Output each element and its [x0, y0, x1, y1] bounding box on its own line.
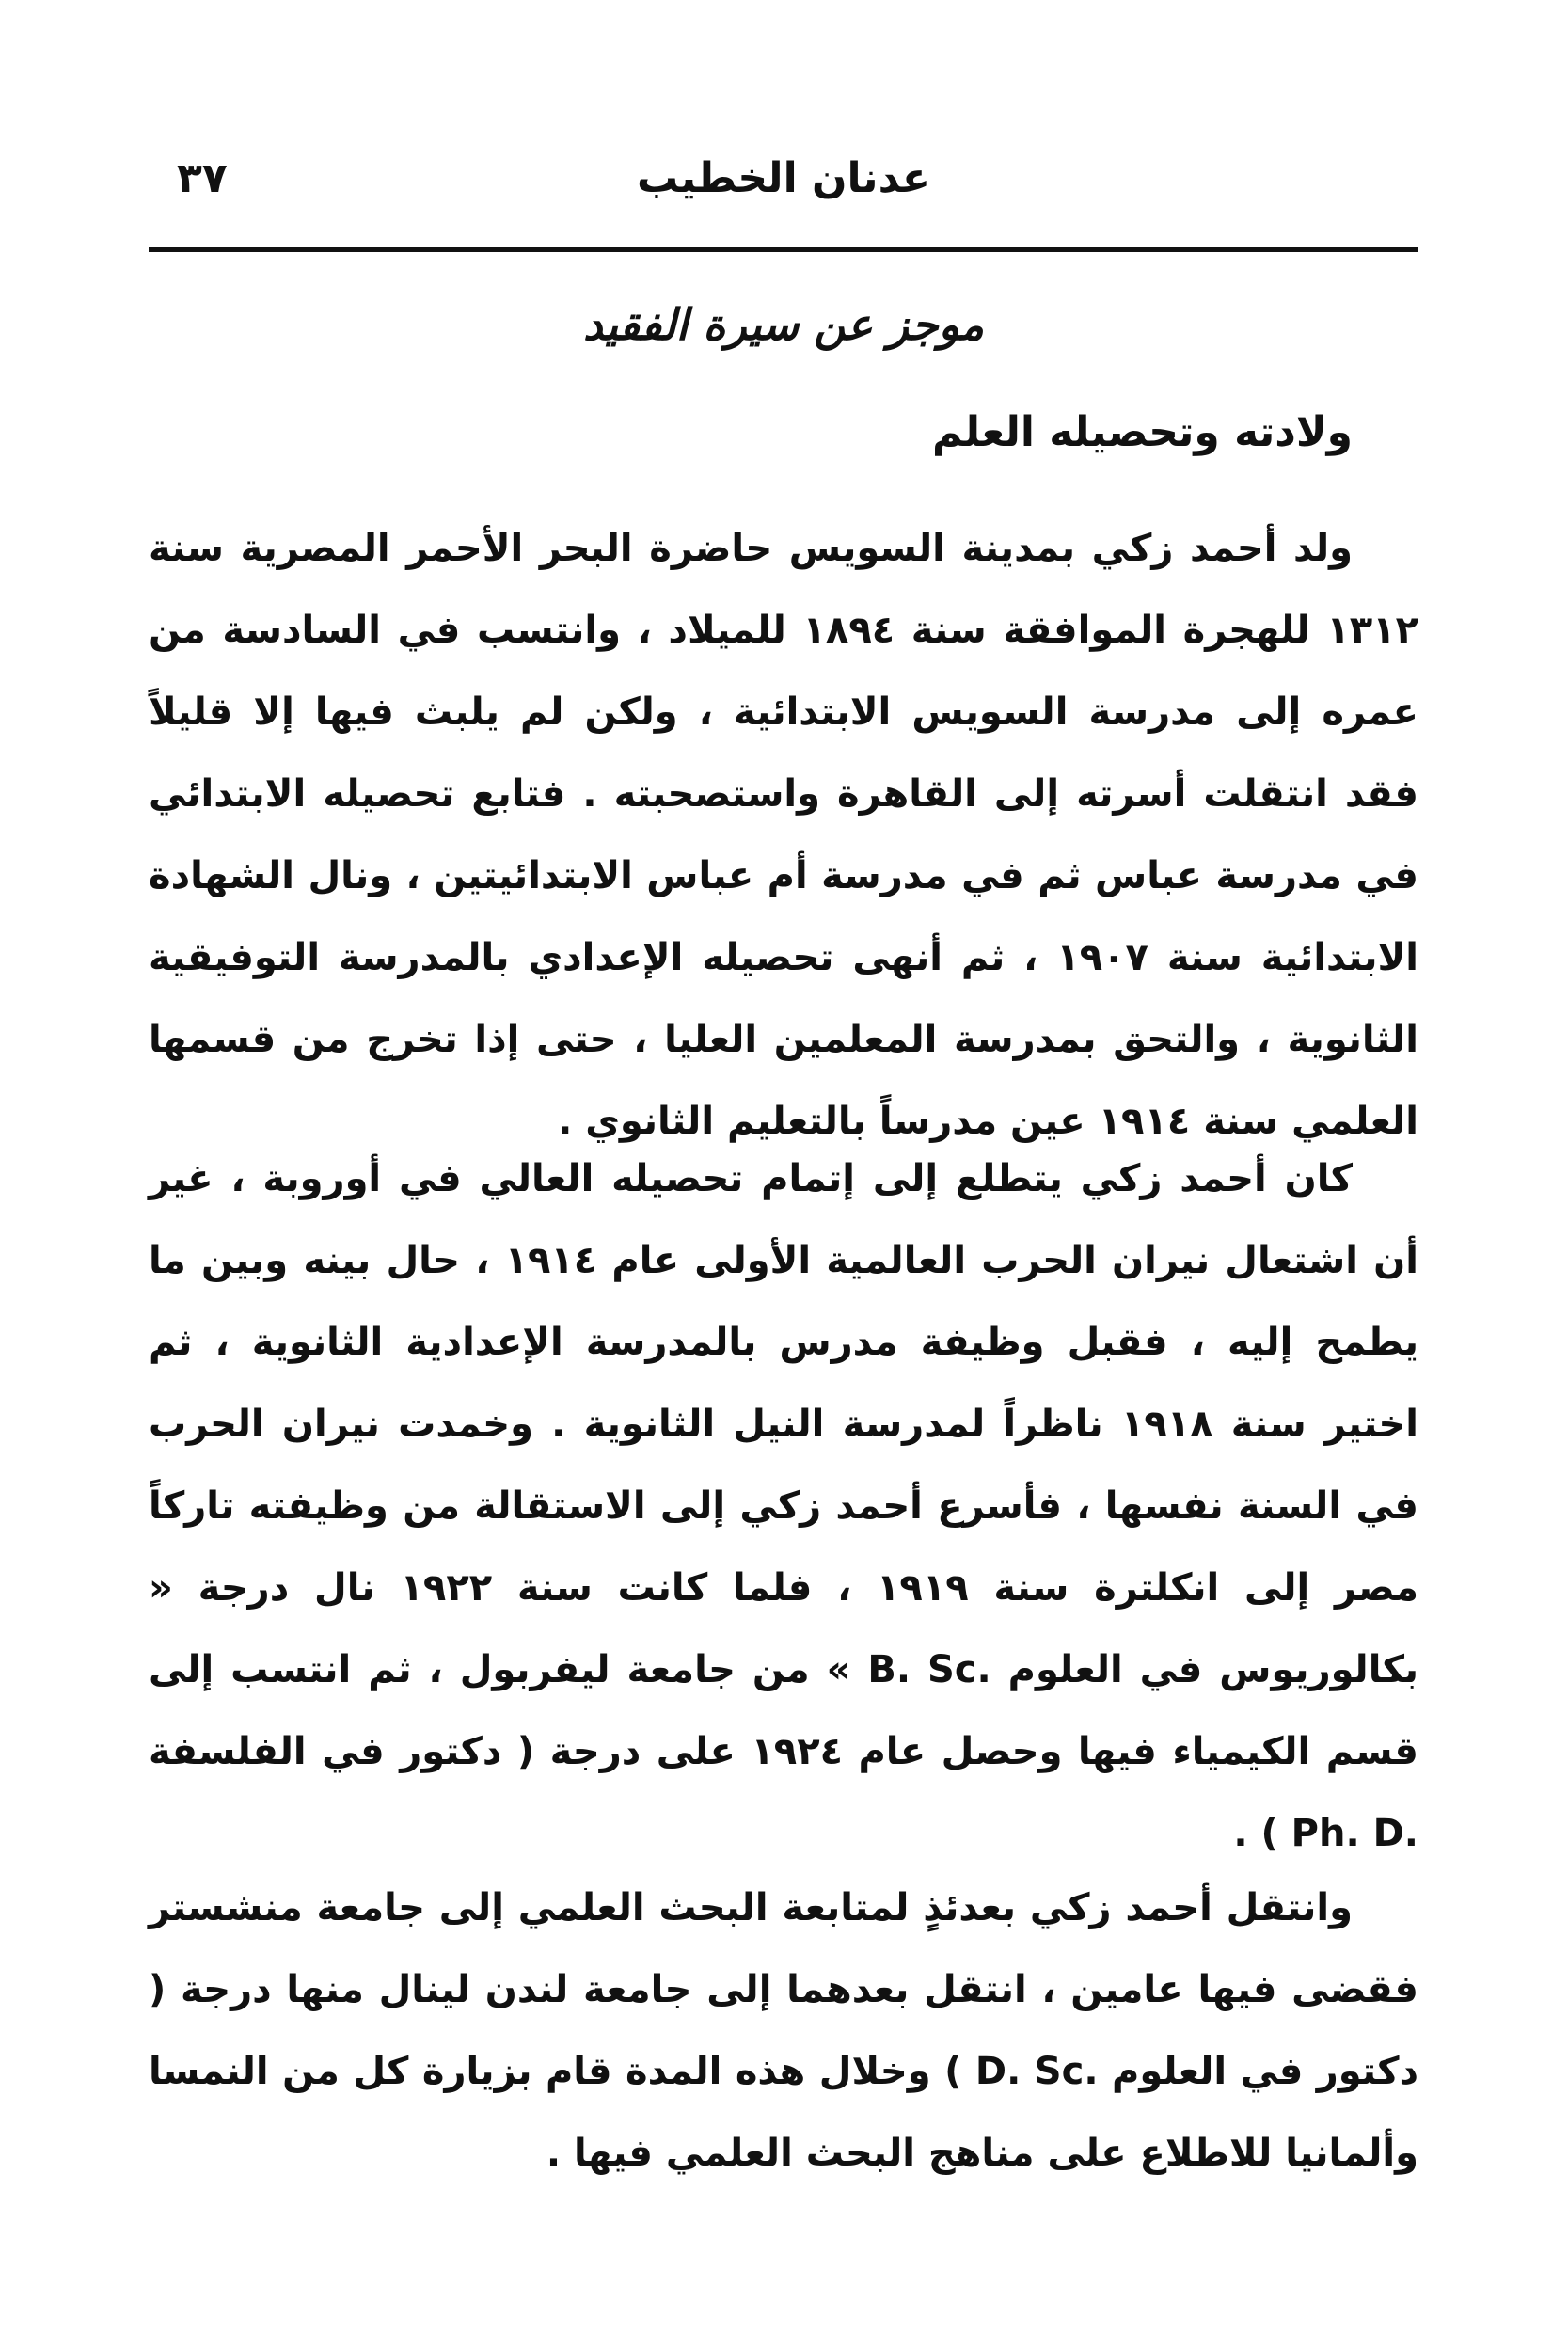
header-rule: [149, 247, 1418, 252]
paragraph-text: كان أحمد زكي يتطلع إلى إتمام تحصيله العالي في أوروبة ، غير أن اشتعال نيران الحرب العالمية الأولى عام ١٩١٤ ، حال بينه وبين ما يطمح إليه ، فقبل وظيفة مدرس بالمدرسة الإعدادية الثانوية ، ثم اختير سنة ١٩١٨ ناظراً لمدرسة النيل الثانوية . وخمدت نيران الحرب في السنة نفسها ، فأسرع أحمد زكي إلى الاستقالة من وظيفته تاركاً مصر إلى انكلترة سنة ١٩١٩ ، فلما كانت سنة ١٩٢٢ نال درجة « بكالوريوس في العلوم .B. Sc » من جامعة ليفربول ، ثم انتسب إلى قسم الكيمياء فيها وحصل عام ١٩٢٤ على درجة ( دكتور في الفلسفة .Ph. D ) .: [149, 1157, 1419, 1855]
running-title: عدنان الخطيب: [636, 154, 931, 202]
paragraph-text: ولد أحمد زكي بمدينة السويس حاضرة البحر الأحمر المصرية سنة ١٣١٢ للهجرة الموافقة سنة ١٨٩٤ للميلاد ، وانتسب في السادسة من عمره إلى مدرسة السويس الابتدائية ، ولكن لم يلبث فيها إلا قليلاً فقد انتقلت أسرته إلى القاهرة واستصحبته . فتابع تحصيله الابتدائي في مدرسة عباس ثم في مدرسة أم عباس الابتدائيتين ، ونال الشهادة الابتدائية سنة ١٩٠٧ ، ثم أنهى تحصيله الإعدادي بالمدرسة التوفيقية الثانوية ، والتحق بمدرسة المعلمين العليا ، حتى إذا تخرج من قسمها العلمي سنة ١٩١٤ عين مدرساً بالتعليم الثانوي .: [149, 527, 1418, 1143]
paragraph-europe-studies: [149, 1138, 1418, 1875]
subheading: ولادته وتحصيله العلم: [932, 408, 1353, 456]
paragraph-birth-education: [149, 508, 1418, 1163]
page-number: ٣٧: [177, 154, 228, 202]
running-head: [149, 141, 1418, 216]
paragraph-manchester-london: [149, 1867, 1418, 2195]
paragraph-text: وانتقل أحمد زكي بعدئذٍ لمتابعة البحث العلمي إلى جامعة منشستر فقضى فيها عامين ، انتقل بعدهما إلى جامعة لندن لينال منها درجة ( دكتور في العلوم .D. Sc ) وخلال هذه المدة قام بزيارة كل من النمسا وألمانيا للاطلاع على مناهج البحث العلمي فيها .: [149, 1886, 1418, 2175]
section-title: موجز عن سيرة الفقيد: [583, 299, 984, 350]
book-page: [149, 0, 1418, 2349]
